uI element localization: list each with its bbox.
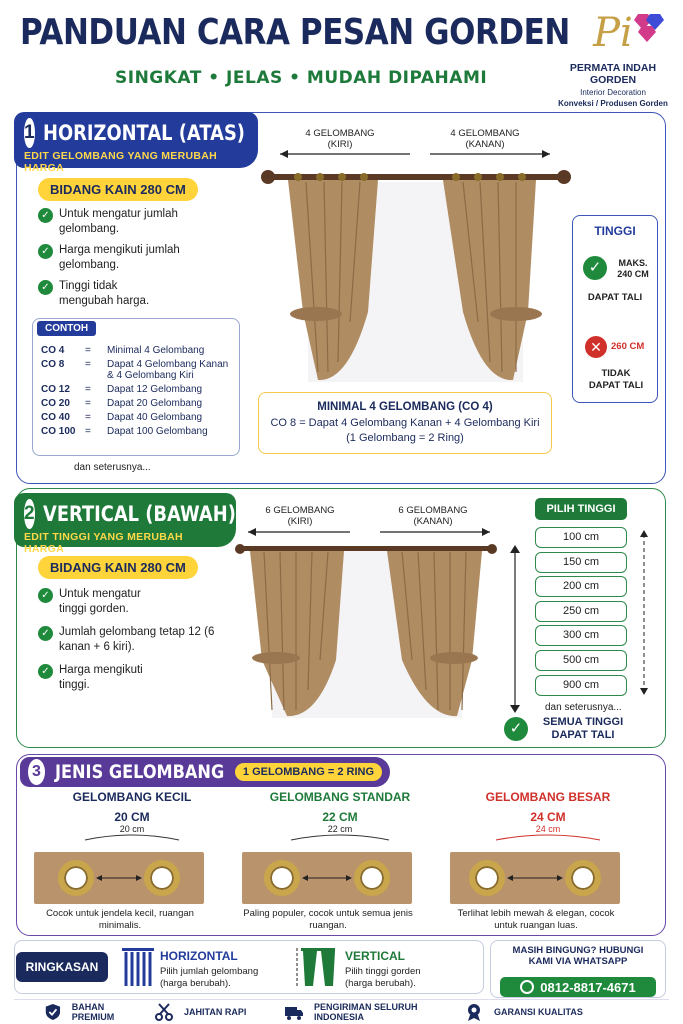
check-icon: ✓ xyxy=(38,208,53,223)
wave-inner-size: 24 cm xyxy=(535,824,561,834)
wave-desc: Terlihat lebih mewah & elegan, cocok untuk ruangan luas. xyxy=(457,908,615,931)
feature-text: PENGIRIMAN SELURUH INDONESIA xyxy=(314,1002,418,1022)
check-icon: ✓ xyxy=(38,664,53,679)
height-option-300cm[interactable]: 300 cm xyxy=(535,625,627,646)
section-title: HORIZONTAL (ATAS) xyxy=(42,121,245,145)
wave-inner-size: 22 cm xyxy=(327,824,353,834)
horizontal-curtain-icon xyxy=(120,946,156,988)
ring-icon xyxy=(58,860,94,896)
table-row: CO 20 = Dapat 20 Gelombang xyxy=(41,396,237,410)
summary-h-desc: Pilih jumlah gelombang (harga berubah). xyxy=(160,966,259,989)
section-number: 2 xyxy=(24,499,35,529)
brand-name: PERMATA INDAH GORDEN xyxy=(569,62,657,86)
footer-features xyxy=(14,999,669,1024)
feature-text: GARANSI KUALITAS xyxy=(494,1007,583,1017)
shield-icon xyxy=(44,1002,62,1022)
brand-tagline: Interior Decoration xyxy=(580,88,646,97)
height-option-200cm[interactable]: 200 cm xyxy=(535,576,627,597)
cannot-tie: TIDAK DAPAT TALI xyxy=(588,368,644,391)
note-title: MINIMAL 4 GELOMBANG (CO 4) xyxy=(317,401,493,413)
section-number: 1 xyxy=(24,118,35,148)
section-title: JENIS GELOMBANG xyxy=(54,761,225,783)
scissors-icon xyxy=(154,1002,174,1022)
feature-item xyxy=(264,1000,444,1024)
left-wave-label: 6 GELOMBANG (KIRI) xyxy=(265,505,335,527)
summary-v-title: VERTICAL xyxy=(345,949,405,963)
contoh-code: CO 100 xyxy=(41,425,76,437)
span-arc xyxy=(81,832,183,842)
feature-text: BAHAN PREMIUM xyxy=(71,1002,115,1022)
spacing-arrow xyxy=(507,873,563,883)
table-row: CO 40 = Dapat 40 Gelombang xyxy=(41,410,237,424)
left-wave-label: 4 GELOMBANG (KIRI) xyxy=(305,128,375,150)
page-subtitle: SINGKAT • JELAS • MUDAH DIPAHAMI xyxy=(115,68,488,88)
height-option-250cm[interactable]: 250 cm xyxy=(535,601,627,622)
check-icon: ✓ xyxy=(38,280,53,295)
whatsapp-icon xyxy=(520,980,534,994)
ring-icon xyxy=(354,860,390,896)
curtain-illustration-2 xyxy=(232,540,500,720)
table-row: CO 8 = Dapat 4 Gelombang Kanan & 4 Gelombang Kiri xyxy=(41,357,237,382)
list-item: ✓ Untuk mengatur jumlah gelombang. xyxy=(38,207,228,237)
fabric-width-bar: BIDANG KAIN 280 CM xyxy=(38,178,198,201)
check-icon: ✓ xyxy=(504,717,528,741)
etc-text: dan seterusnya... xyxy=(74,462,151,473)
summary-label: RINGKASAN xyxy=(16,952,108,982)
list-item: ✓ Harga mengikuti tinggi. xyxy=(38,663,238,693)
check-icon: ✓ xyxy=(583,256,607,280)
fabric-width-bar: BIDANG KAIN 280 CM xyxy=(38,556,198,579)
over-height: 260 CM xyxy=(611,341,645,352)
check-icon: ✓ xyxy=(38,588,53,603)
all-tie-label: SEMUA TINGGI DAPAT TALI xyxy=(542,716,624,741)
points-list xyxy=(38,207,228,309)
max-height: MAKS. 240 CM xyxy=(617,258,649,279)
cross-icon: ✕ xyxy=(585,336,607,358)
section-wave-header xyxy=(20,757,390,787)
wave-size: 22 CM xyxy=(322,810,358,824)
page-title: PANDUAN CARA PESAN GORDEN xyxy=(20,12,570,53)
can-tie: DAPAT TALI xyxy=(587,292,643,303)
contoh-desc: Minimal 4 Gelombang xyxy=(107,344,205,356)
whatsapp-button[interactable] xyxy=(500,977,656,997)
wave-inner-size: 20 cm xyxy=(119,824,145,834)
height-option-900cm[interactable]: 900 cm xyxy=(535,675,627,696)
contoh-desc: Dapat 100 Gelombang xyxy=(107,425,208,437)
contoh-table xyxy=(41,343,237,438)
spacing-arrow xyxy=(302,873,352,883)
brand-logo xyxy=(548,10,678,108)
section-number: 3 xyxy=(28,759,45,785)
tinggi-title: TINGGI xyxy=(594,224,636,238)
ring-icon xyxy=(144,860,180,896)
truck-icon xyxy=(284,1002,304,1022)
wave-desc: Cocok untuk jendela kecil, ruangan minimalis. xyxy=(46,908,194,931)
contoh-label: CONTOH xyxy=(37,321,96,336)
table-row: CO 4 = Minimal 4 Gelombang xyxy=(41,343,237,357)
wave-size: 20 CM xyxy=(114,810,150,824)
right-wave-label: 4 GELOMBANG (KANAN) xyxy=(450,128,520,150)
height-arrow xyxy=(508,545,522,713)
list-item: ✓ Harga mengikuti jumlah gelombang. xyxy=(38,243,228,273)
summary-v-desc: Pilih tinggi gorden (harga berubah). xyxy=(345,966,421,989)
phone-number: 0812-8817-4671 xyxy=(540,979,636,995)
brand-tagline-2: Konveksi / Produsen Gorden xyxy=(558,99,668,108)
diamond-icon xyxy=(626,12,666,46)
height-options xyxy=(535,527,627,699)
table-row: CO 100 = Dapat 100 Gelombang xyxy=(41,424,237,438)
tinggi-box xyxy=(572,215,658,403)
width-arrows xyxy=(240,526,500,538)
right-wave-label: 6 GELOMBANG (KANAN) xyxy=(398,505,468,527)
feature-text: JAHITAN RAPI xyxy=(184,1007,247,1017)
ring-tag: 1 GELOMBANG = 2 RING xyxy=(235,763,382,781)
note-line: CO 8 = Dapat 4 Gelombang Kanan + 4 Gelombang Kiri xyxy=(270,417,540,429)
section-subtitle: EDIT TINGGI YANG MERUBAH HARGA xyxy=(24,531,183,555)
ring-icon xyxy=(469,860,505,896)
logo-mark: Pi xyxy=(593,10,633,56)
span-arc xyxy=(287,832,393,842)
check-icon: ✓ xyxy=(38,244,53,259)
note-box xyxy=(258,392,552,454)
wave-type-card xyxy=(240,790,440,930)
height-option-100cm[interactable]: 100 cm xyxy=(535,527,627,548)
vertical-curtain-icon xyxy=(293,946,339,988)
note-line-2: (1 Gelombang = 2 Ring) xyxy=(346,432,464,444)
section-horizontal-header xyxy=(14,112,258,174)
list-item: ✓ Tinggi tidak mengubah harga. xyxy=(38,279,228,309)
section-vertical-header xyxy=(14,493,236,555)
points-list xyxy=(38,587,238,693)
contoh-code: CO 8 xyxy=(41,358,65,370)
contoh-desc: Dapat 40 Gelombang xyxy=(107,411,203,423)
contoh-desc: Dapat 4 Gelombang Kanan & 4 Gelombang Kiri xyxy=(107,358,229,381)
contoh-code: CO 20 xyxy=(41,397,70,409)
contoh-code: CO 40 xyxy=(41,411,70,423)
wave-type-card xyxy=(448,790,648,930)
ring-icon xyxy=(264,860,300,896)
contoh-code: CO 12 xyxy=(41,383,70,395)
contoh-desc: Dapat 12 Gelombang xyxy=(107,383,203,395)
contoh-desc: Dapat 20 Gelombang xyxy=(107,397,203,409)
wave-type-card xyxy=(32,790,232,930)
table-row: CO 12 = Dapat 12 Gelombang xyxy=(41,382,237,396)
wave-size: 24 CM xyxy=(530,810,566,824)
pilih-tinggi-label: PILIH TINGGI xyxy=(535,498,627,520)
width-arrows xyxy=(270,148,570,160)
height-option-500cm[interactable]: 500 cm xyxy=(535,650,627,671)
list-item: ✓ Jumlah gelombang tetap 12 (6 kanan + 6 kiri). xyxy=(38,625,238,655)
wave-type-name: GELOMBANG KECIL xyxy=(72,790,192,804)
list-item: ✓ Untuk mengatur tinggi gorden. xyxy=(38,587,238,617)
wave-desc: Paling populer, cocok untuk semua jenis ruangan. xyxy=(243,908,413,931)
section-subtitle: EDIT GELOMBANG YANG MERUBAH HARGA xyxy=(24,150,218,174)
etc-text: dan seterusnya... xyxy=(545,702,622,713)
span-arc xyxy=(492,832,604,842)
wave-type-name: GELOMBANG BESAR xyxy=(485,790,611,804)
curtain-illustration-1 xyxy=(258,162,573,387)
award-icon xyxy=(464,1002,484,1022)
feature-item xyxy=(134,1000,264,1024)
contoh-code: CO 4 xyxy=(41,344,65,356)
feature-item xyxy=(444,1000,614,1024)
contoh-box xyxy=(32,318,240,456)
check-icon: ✓ xyxy=(38,626,53,641)
section-title: VERTICAL (BAWAH) xyxy=(42,502,236,526)
height-option-150cm[interactable]: 150 cm xyxy=(535,552,627,573)
contact-text: MASIH BINGUNG? HUBUNGI KAMI VIA WHATSAPP xyxy=(512,945,644,967)
wave-type-name: GELOMBANG STANDAR xyxy=(269,790,411,804)
spacing-arrow xyxy=(96,873,142,883)
feature-item xyxy=(14,1000,134,1024)
ring-icon xyxy=(565,860,601,896)
height-arrow xyxy=(638,530,650,695)
summary-h-title: HORIZONTAL xyxy=(160,949,238,963)
